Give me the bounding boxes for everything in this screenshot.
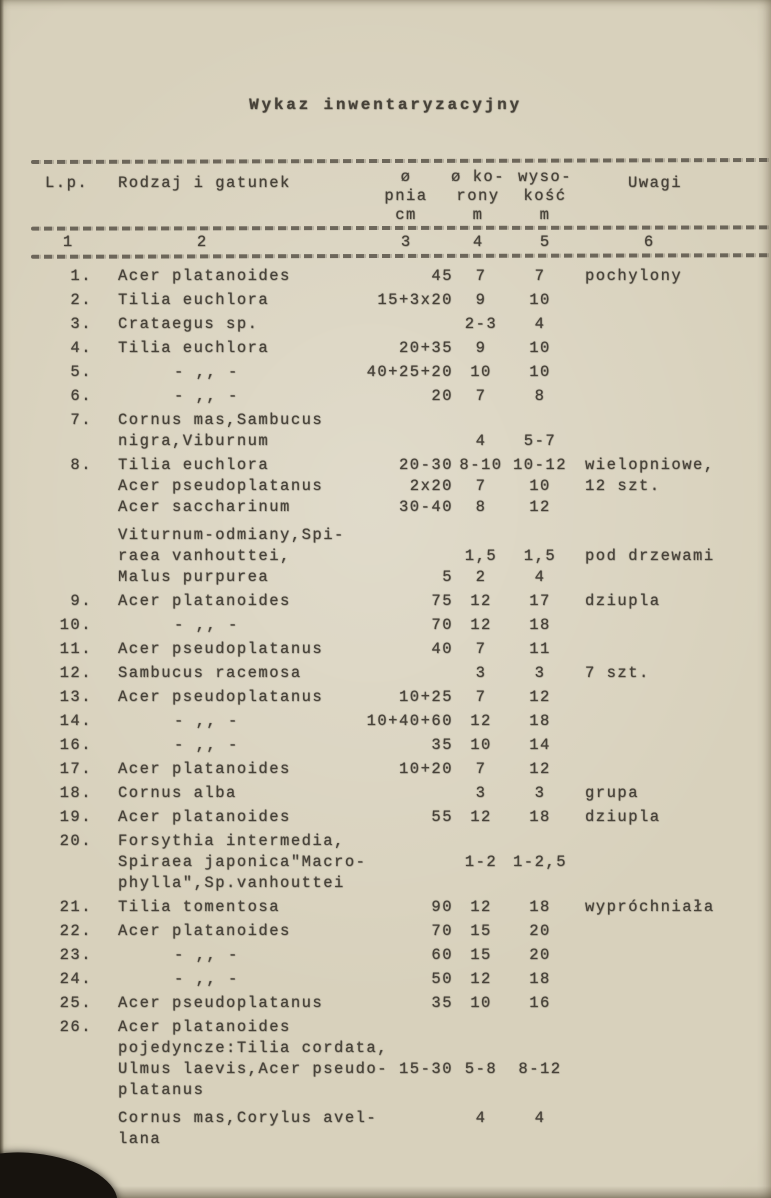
table-row-line	[30, 546, 771, 567]
cell-species: Acer pseudoplatanus	[118, 688, 324, 706]
table-row-line	[30, 711, 771, 732]
cell-height: 12	[529, 498, 551, 516]
cell-trunk: 15+3x20	[377, 291, 453, 309]
cell-height: 16	[529, 994, 551, 1012]
cell-crown: 7	[475, 267, 487, 285]
cell-crown: 3	[475, 784, 487, 802]
cell-trunk	[358, 873, 453, 894]
table-row	[30, 386, 771, 407]
cell-crown: 12	[470, 712, 492, 730]
table-row-line	[30, 831, 771, 852]
column-header-height: wyso- kość m	[517, 168, 572, 224]
cell-species: pojedyncze:Tilia cordata,	[118, 1039, 389, 1057]
table-row	[30, 455, 771, 588]
cell-trunk: 40	[431, 640, 453, 658]
cell-trunk	[358, 1038, 453, 1059]
cell-species: - ,, -	[174, 616, 239, 634]
cell-species: raea vanhouttei,	[118, 547, 291, 565]
table-row-line	[30, 615, 771, 636]
cell-crown: 8-10	[459, 456, 503, 474]
table-row	[30, 759, 771, 780]
cell-species: Acer platanoides	[118, 922, 291, 940]
cell-height: 10-12	[512, 456, 567, 474]
cell-uwagi: pod drzewami	[585, 547, 715, 565]
cell-lp	[30, 567, 92, 588]
cell-species: Acer saccharinum	[118, 498, 291, 516]
cell-uwagi: 12 szt.	[585, 477, 661, 495]
table-row-line	[30, 290, 771, 311]
cell-species: Acer platanoides	[118, 760, 291, 778]
cell-height: 1-2,5	[512, 853, 567, 871]
cell-height: 20	[529, 946, 551, 964]
table-row	[30, 711, 771, 732]
cell-lp	[30, 873, 92, 894]
cell-species: Tilia euchlora	[118, 456, 270, 474]
cell-crown	[453, 873, 509, 894]
table-row-line	[30, 783, 771, 804]
table-row	[30, 290, 771, 311]
cell-species: Viturnum-odmiany,Spi-	[118, 526, 345, 544]
cell-crown: 12	[470, 592, 492, 610]
table-row	[30, 663, 771, 684]
cell-species: - ,, -	[174, 970, 239, 988]
cell-species: nigra,Viburnum	[118, 432, 270, 450]
table-row	[30, 266, 771, 287]
cell-species: - ,, -	[174, 736, 239, 754]
cell-crown: 1-2	[464, 853, 498, 871]
cell-trunk	[358, 1129, 453, 1150]
cell-crown: 10	[470, 994, 492, 1012]
cell-height: 4	[534, 568, 546, 586]
cell-crown: 15	[470, 946, 492, 964]
cell-species: Acer pseudoplatanus	[118, 994, 324, 1012]
cell-uwagi: grupa	[585, 784, 640, 802]
cell-trunk	[358, 663, 453, 684]
cell-trunk: 70	[431, 922, 453, 940]
table-row	[30, 639, 771, 660]
cell-crown	[453, 1129, 509, 1150]
cell-height	[509, 831, 571, 852]
column-header-remarks: Uwagi	[628, 174, 683, 192]
table-rows	[30, 266, 771, 1153]
column-number: 5	[539, 233, 551, 251]
cell-uwagi: dziupla	[585, 592, 661, 610]
cell-height	[509, 1129, 571, 1150]
cell-lp: 7.	[70, 411, 92, 429]
cell-species: Spiraea japonica"Macro-	[118, 853, 367, 871]
cell-species: Acer pseudoplatanus	[118, 477, 324, 495]
column-number: 6	[643, 233, 655, 251]
table-row-line	[30, 431, 771, 452]
cell-trunk: 10+25	[398, 688, 453, 706]
cell-lp: 1.	[70, 267, 92, 285]
cell-crown: 3	[475, 664, 487, 682]
cell-lp: 13.	[59, 688, 92, 706]
cell-crown: 12	[470, 616, 492, 634]
table-row-line	[30, 759, 771, 780]
cell-lp: 2.	[70, 291, 92, 309]
column-number: 3	[400, 233, 412, 251]
table-row-line	[30, 852, 771, 873]
cell-lp: 22.	[59, 922, 92, 940]
column-header-crown-diameter: ø ko- rony m	[450, 168, 505, 224]
cell-species: - ,, -	[174, 946, 239, 964]
table-row	[30, 783, 771, 804]
cell-trunk: 5	[442, 568, 453, 586]
cell-height	[509, 1080, 571, 1101]
cell-species: Acer platanoides	[118, 267, 291, 285]
cell-height: 18	[529, 616, 551, 634]
table-row-line	[30, 386, 771, 407]
cell-height: 10	[529, 339, 551, 357]
cell-lp: 25.	[59, 994, 92, 1012]
cell-crown: 4	[475, 1109, 487, 1127]
table-row-line	[30, 807, 771, 828]
cell-height: 10	[529, 291, 551, 309]
cell-species: Cornus alba	[118, 784, 237, 802]
cell-crown: 9	[475, 291, 487, 309]
column-header-species: Rodzaj i gatunek	[118, 174, 291, 192]
table-row-line	[30, 735, 771, 756]
table-row-line	[30, 525, 771, 546]
cell-species: - ,, -	[174, 712, 239, 730]
cell-crown	[453, 1038, 509, 1059]
cell-crown	[453, 831, 509, 852]
cell-species: platanus	[118, 1081, 205, 1099]
cell-trunk: 30-40	[398, 498, 453, 516]
table-row	[30, 735, 771, 756]
cell-height: 3	[534, 784, 546, 802]
cell-lp: 23.	[59, 946, 92, 964]
cell-lp	[30, 497, 92, 518]
cell-species: Cornus mas,Sambucus	[118, 411, 324, 429]
cell-trunk: 15-30	[398, 1060, 453, 1078]
column-header-lp: L.p.	[45, 174, 89, 192]
cell-lp	[30, 1038, 92, 1059]
cell-species: Tilia tomentosa	[118, 898, 281, 916]
cell-height: 1,5	[523, 547, 557, 565]
cell-lp: 18.	[59, 784, 92, 802]
cell-species: phylla",Sp.vanhouttei	[118, 874, 345, 892]
cell-height: 18	[529, 898, 551, 916]
cell-trunk: 10+20	[398, 760, 453, 778]
cell-height	[509, 873, 571, 894]
cell-height: 5-7	[523, 432, 557, 450]
table-row	[30, 897, 771, 918]
column-number: 2	[196, 233, 208, 251]
cell-species: - ,, -	[174, 387, 239, 405]
table-row	[30, 945, 771, 966]
cell-height	[509, 410, 571, 431]
table-row	[30, 362, 771, 383]
cell-species: Crataegus sp.	[118, 315, 259, 333]
cell-lp	[30, 525, 92, 546]
table-row-line	[30, 969, 771, 990]
cell-height: 8	[534, 387, 546, 405]
cell-trunk: 35	[431, 994, 453, 1012]
cell-crown: 12	[470, 970, 492, 988]
cell-species: Forsythia intermedia,	[118, 832, 345, 850]
cell-trunk: 70	[431, 616, 453, 634]
divider-dashed-under-header	[31, 225, 771, 230]
cell-uwagi: wielopniowe,	[585, 456, 715, 474]
table-row-line	[30, 873, 771, 894]
cell-trunk	[358, 525, 453, 546]
table-row-line	[30, 410, 771, 431]
cell-uwagi: 7 szt.	[585, 664, 650, 682]
cell-lp: 20.	[59, 832, 92, 850]
cell-crown: 10	[470, 736, 492, 754]
cell-trunk: 10+40+60	[366, 712, 453, 730]
divider-dashed-top	[31, 158, 771, 164]
cell-species: Tilia euchlora	[118, 291, 270, 309]
cell-crown	[453, 1017, 509, 1038]
cell-crown: 15	[470, 922, 492, 940]
cell-crown	[453, 525, 509, 546]
cell-height: 12	[529, 688, 551, 706]
table-row	[30, 591, 771, 612]
cell-species: Acer platanoides	[118, 808, 291, 826]
cell-species: Sambucus racemosa	[118, 664, 302, 682]
table-row-line	[30, 591, 771, 612]
cell-uwagi: pochylony	[585, 267, 683, 285]
cell-trunk	[358, 783, 453, 804]
cell-uwagi: dziupla	[585, 808, 661, 826]
cell-trunk: 20+35	[398, 339, 453, 357]
table-row-line	[30, 897, 771, 918]
cell-lp: 14.	[59, 712, 92, 730]
cell-species: Cornus mas,Corylus avel-	[118, 1109, 378, 1127]
cell-trunk: 55	[431, 808, 453, 826]
cell-lp: 12.	[59, 664, 92, 682]
table-row-line	[30, 1080, 771, 1101]
cell-lp: 3.	[70, 315, 92, 333]
table-row-line	[30, 921, 771, 942]
divider-dashed-under-numbers	[31, 253, 771, 259]
cell-height: 7	[534, 267, 546, 285]
cell-crown: 7	[475, 640, 487, 658]
table-row-line	[30, 639, 771, 660]
cell-crown: 12	[470, 808, 492, 826]
table-row	[30, 338, 771, 359]
cell-trunk	[358, 410, 453, 431]
cell-lp	[30, 1108, 92, 1129]
table-row	[30, 807, 771, 828]
page-title: Wykaz inwentaryzacyjny	[249, 96, 522, 114]
cell-lp	[30, 431, 92, 452]
table-row-line	[30, 663, 771, 684]
table-row	[30, 831, 771, 894]
table-row	[30, 687, 771, 708]
cell-height: 10	[529, 477, 551, 495]
cell-trunk: 35	[431, 736, 453, 754]
cell-crown	[453, 410, 509, 431]
table-row-line	[30, 314, 771, 335]
cell-trunk	[358, 1017, 453, 1038]
table-row-line	[30, 266, 771, 287]
table-row-line	[30, 476, 771, 497]
cell-crown: 2	[475, 568, 487, 586]
cell-lp	[30, 1080, 92, 1101]
cell-trunk: 20	[431, 387, 453, 405]
cell-height	[509, 1017, 571, 1038]
cell-species: Ulmus laevis,Acer pseudo-	[118, 1060, 389, 1078]
cell-height: 17	[529, 592, 551, 610]
cell-crown: 7	[475, 760, 487, 778]
cell-height: 11	[529, 640, 551, 658]
cell-trunk	[358, 1080, 453, 1101]
cell-trunk: 75	[431, 592, 453, 610]
cell-trunk	[358, 852, 453, 873]
cell-lp: 21.	[59, 898, 92, 916]
cell-trunk	[358, 431, 453, 452]
cell-lp: 9.	[70, 592, 92, 610]
cell-trunk	[358, 1108, 453, 1129]
table-row-line	[30, 567, 771, 588]
cell-height: 4	[534, 315, 546, 333]
table-row-line	[30, 1108, 771, 1129]
cell-lp: 10.	[59, 616, 92, 634]
cell-lp: 5.	[70, 363, 92, 381]
cell-species: lana	[118, 1130, 162, 1148]
cell-lp: 4.	[70, 339, 92, 357]
table-row	[30, 314, 771, 335]
cell-trunk: 60	[431, 946, 453, 964]
cell-crown: 4	[475, 432, 487, 450]
cell-species: Acer platanoides	[118, 592, 291, 610]
table-row-line	[30, 1129, 771, 1150]
cell-height: 10	[529, 363, 551, 381]
cell-lp	[30, 546, 92, 567]
cell-crown: 7	[475, 477, 487, 495]
cell-lp: 19.	[59, 808, 92, 826]
table-row-line	[30, 362, 771, 383]
table-row-line	[30, 1038, 771, 1059]
cell-lp: 8.	[70, 456, 92, 474]
cell-trunk	[358, 546, 453, 567]
cell-height	[509, 1038, 571, 1059]
cell-crown: 7	[475, 688, 487, 706]
cell-lp	[30, 476, 92, 497]
table-row-line	[30, 338, 771, 359]
cell-trunk: 40+25+20	[366, 363, 453, 381]
cell-trunk: 90	[431, 898, 453, 916]
table-row	[30, 969, 771, 990]
table-row	[30, 921, 771, 942]
cell-lp	[30, 1129, 92, 1150]
cell-lp: 16.	[59, 736, 92, 754]
cell-crown: 9	[475, 339, 487, 357]
cell-trunk: 50	[431, 970, 453, 988]
cell-lp	[30, 1059, 92, 1080]
cell-height: 8-12	[518, 1060, 562, 1078]
cell-uwagi: wypróchniała	[585, 898, 715, 916]
cell-lp: 11.	[59, 640, 92, 658]
cell-crown: 1,5	[464, 547, 498, 565]
cell-crown: 2-3	[464, 315, 498, 333]
cell-crown: 5-8	[464, 1060, 498, 1078]
cell-trunk	[358, 314, 453, 335]
column-number: 4	[472, 233, 484, 251]
cell-species: Acer pseudoplatanus	[118, 640, 324, 658]
cell-height	[509, 525, 571, 546]
cell-lp	[30, 852, 92, 873]
cell-height: 4	[534, 1109, 546, 1127]
table-row-line	[30, 497, 771, 518]
cell-trunk: 20-30	[398, 456, 453, 474]
cell-height: 14	[529, 736, 551, 754]
cell-lp: 6.	[70, 387, 92, 405]
cell-trunk: 45	[431, 267, 453, 285]
cell-trunk: 2x20	[409, 477, 453, 495]
table-row-line	[30, 993, 771, 1014]
table-row	[30, 615, 771, 636]
table-row-line	[30, 687, 771, 708]
cell-lp: 24.	[59, 970, 92, 988]
cell-crown: 10	[470, 363, 492, 381]
cell-crown	[453, 1080, 509, 1101]
table-row-line	[30, 455, 771, 476]
cell-trunk	[358, 831, 453, 852]
table-row-line	[30, 1017, 771, 1038]
cell-species: Acer platanoides	[118, 1018, 291, 1036]
table-row-line	[30, 1059, 771, 1080]
column-number: 1	[62, 233, 74, 251]
table-row	[30, 1017, 771, 1150]
cell-height: 18	[529, 808, 551, 826]
cell-lp: 17.	[59, 760, 92, 778]
cell-height: 3	[534, 664, 546, 682]
cell-lp: 26.	[59, 1018, 92, 1036]
cell-height: 18	[529, 712, 551, 730]
table-row	[30, 410, 771, 452]
table-row	[30, 993, 771, 1014]
cell-species: - ,, -	[174, 363, 239, 381]
cell-crown: 8	[475, 498, 487, 516]
cell-species: Malus purpurea	[118, 568, 270, 586]
table-row-line	[30, 945, 771, 966]
cell-crown: 12	[470, 898, 492, 916]
cell-height: 20	[529, 922, 551, 940]
cell-crown: 7	[475, 387, 487, 405]
column-header-trunk-diameter: ø pnia cm	[384, 168, 428, 224]
cell-species: Tilia euchlora	[118, 339, 270, 357]
cell-height: 18	[529, 970, 551, 988]
cell-height: 12	[529, 760, 551, 778]
